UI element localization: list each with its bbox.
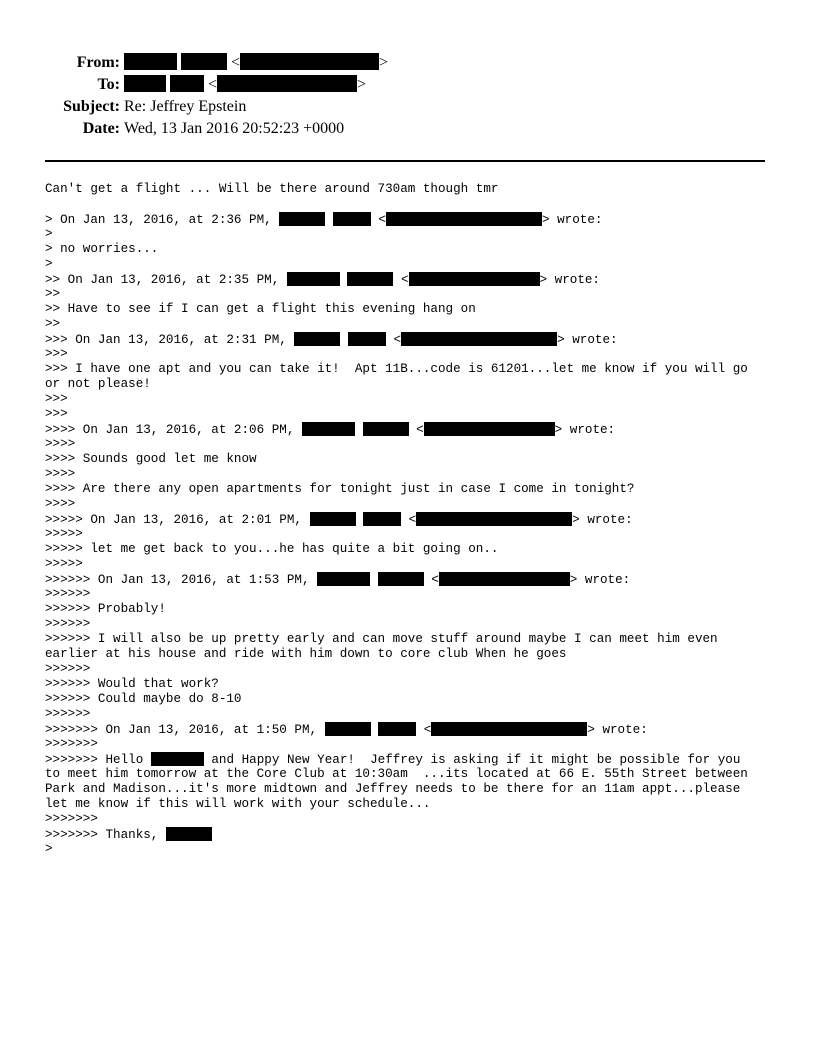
body-line: >>>>>>> Hello and Happy New Year! Jeffrey is asking if it might be possible for you bbox=[45, 753, 741, 767]
redaction-block bbox=[317, 572, 370, 586]
body-line: > bbox=[45, 227, 53, 241]
from-label: From: bbox=[76, 54, 120, 71]
body-line: >>>>>> bbox=[45, 707, 91, 721]
redaction-block bbox=[217, 75, 357, 92]
body-line: >>>> Are there any open apartments for tonight just in case I come in tonight? bbox=[45, 482, 635, 496]
body-line: > bbox=[45, 842, 53, 856]
subject-label: Subject: bbox=[63, 98, 120, 115]
redaction-block bbox=[416, 512, 572, 526]
body-line: to meet him tomorrow at the Core Club at 10:30am ...its located at 66 E. 55th Street between bbox=[45, 767, 748, 781]
subject-value: Re: Jeffrey Epstein bbox=[124, 98, 247, 115]
redaction-block bbox=[333, 212, 371, 226]
redaction-block bbox=[431, 722, 587, 736]
body-line: >>> bbox=[45, 347, 68, 361]
body-line: let me know if this will work with your schedule... bbox=[45, 797, 431, 811]
body-line: >>>>> let me get back to you...he has quite a bit going on.. bbox=[45, 542, 499, 556]
redaction-block bbox=[151, 752, 204, 766]
quote-attribution: >>>>>> On Jan 13, 2016, at 1:53 PM, < > wrote: bbox=[45, 573, 631, 587]
body-line: >>>>>> bbox=[45, 662, 91, 676]
body-line: >>>>>>> bbox=[45, 737, 98, 751]
redaction-block bbox=[166, 827, 212, 841]
redaction-block bbox=[363, 422, 409, 436]
body-line: >> bbox=[45, 317, 61, 331]
body-line: or not please! bbox=[45, 377, 151, 391]
body-line: >>>>> bbox=[45, 557, 83, 571]
redaction-block bbox=[439, 572, 570, 586]
body-line: >>>>>>> bbox=[45, 812, 98, 826]
to-row bbox=[0, 74, 816, 96]
body-line: >>>>>> bbox=[45, 617, 91, 631]
quote-attribution: >>>>>>> On Jan 13, 2016, at 1:50 PM, < > wrote: bbox=[45, 723, 648, 737]
body-line: earlier at his house and ride with him down to core club When he goes bbox=[45, 647, 567, 661]
body-line: >>> I have one apt and you can take it! Apt 11B...code is 61201...let me know if you will go bbox=[45, 362, 748, 376]
body-line: >>>>>> bbox=[45, 587, 91, 601]
from-value: < > bbox=[124, 52, 388, 74]
redaction-block bbox=[124, 53, 177, 70]
body-line: > no worries... bbox=[45, 242, 159, 256]
body-line: >>>> bbox=[45, 437, 76, 451]
redaction-block bbox=[363, 512, 401, 526]
to-value: < > bbox=[124, 74, 366, 96]
body-line: Park and Madison...it's more midtown and Jeffrey needs to be there for an 11am appt...please bbox=[45, 782, 741, 796]
to-label: To: bbox=[97, 76, 120, 93]
quote-attribution: >> On Jan 13, 2016, at 2:35 PM, < > wrote: bbox=[45, 273, 600, 287]
redaction-block bbox=[348, 332, 386, 346]
quote-attribution: > On Jan 13, 2016, at 2:36 PM, < > wrote: bbox=[45, 213, 603, 227]
redaction-block bbox=[170, 75, 204, 92]
redaction-block bbox=[409, 272, 540, 286]
redaction-block bbox=[325, 722, 371, 736]
quote-attribution: >>> On Jan 13, 2016, at 2:31 PM, < > wrote: bbox=[45, 333, 618, 347]
redaction-block bbox=[181, 53, 227, 70]
body-line: >> bbox=[45, 287, 61, 301]
body-line: >>>>>> Would that work? bbox=[45, 677, 219, 691]
body-line: >>>>>> I will also be up pretty early and can move stuff around maybe I can meet him even bbox=[45, 632, 718, 646]
redaction-block bbox=[386, 212, 542, 226]
redaction-block bbox=[124, 75, 166, 92]
body-line: >>> bbox=[45, 392, 68, 406]
subject-row bbox=[0, 96, 816, 118]
body-line: >>>> bbox=[45, 467, 76, 481]
redaction-block bbox=[287, 272, 340, 286]
redaction-block bbox=[279, 212, 325, 226]
body-line: Can't get a flight ... Will be there around 730am though tmr bbox=[45, 182, 499, 196]
body-line: >>>>> bbox=[45, 527, 83, 541]
redaction-block bbox=[302, 422, 355, 436]
header-divider bbox=[45, 160, 765, 162]
quote-attribution: >>>> On Jan 13, 2016, at 2:06 PM, < > wrote: bbox=[45, 423, 616, 437]
body-line: > bbox=[45, 257, 53, 271]
body-line: >>>>>>> Thanks, bbox=[45, 827, 785, 842]
body-line: >>> bbox=[45, 407, 68, 421]
date-value: Wed, 13 Jan 2016 20:52:23 +0000 bbox=[124, 120, 345, 137]
date-label: Date: bbox=[82, 120, 120, 137]
body-line: >>>>>> Could maybe do 8-10 bbox=[45, 692, 242, 706]
body-line: >>>> Sounds good let me know bbox=[45, 452, 257, 466]
redaction-block bbox=[378, 572, 424, 586]
blank-line bbox=[45, 197, 785, 212]
body-line: >> Have to see if I can get a flight this evening hang on bbox=[45, 302, 476, 316]
from-row bbox=[0, 52, 816, 74]
body-line: >>>> bbox=[45, 497, 76, 511]
redaction-block bbox=[310, 512, 356, 526]
date-row bbox=[0, 118, 816, 140]
message-body bbox=[45, 182, 785, 857]
redaction-block bbox=[378, 722, 416, 736]
redaction-block bbox=[240, 53, 379, 70]
redaction-block bbox=[424, 422, 555, 436]
redaction-block bbox=[347, 272, 393, 286]
quote-attribution: >>>>> On Jan 13, 2016, at 2:01 PM, < > wrote: bbox=[45, 513, 633, 527]
redaction-block bbox=[294, 332, 340, 346]
redaction-block bbox=[401, 332, 557, 346]
body-line: >>>>>> Probably! bbox=[45, 602, 166, 616]
